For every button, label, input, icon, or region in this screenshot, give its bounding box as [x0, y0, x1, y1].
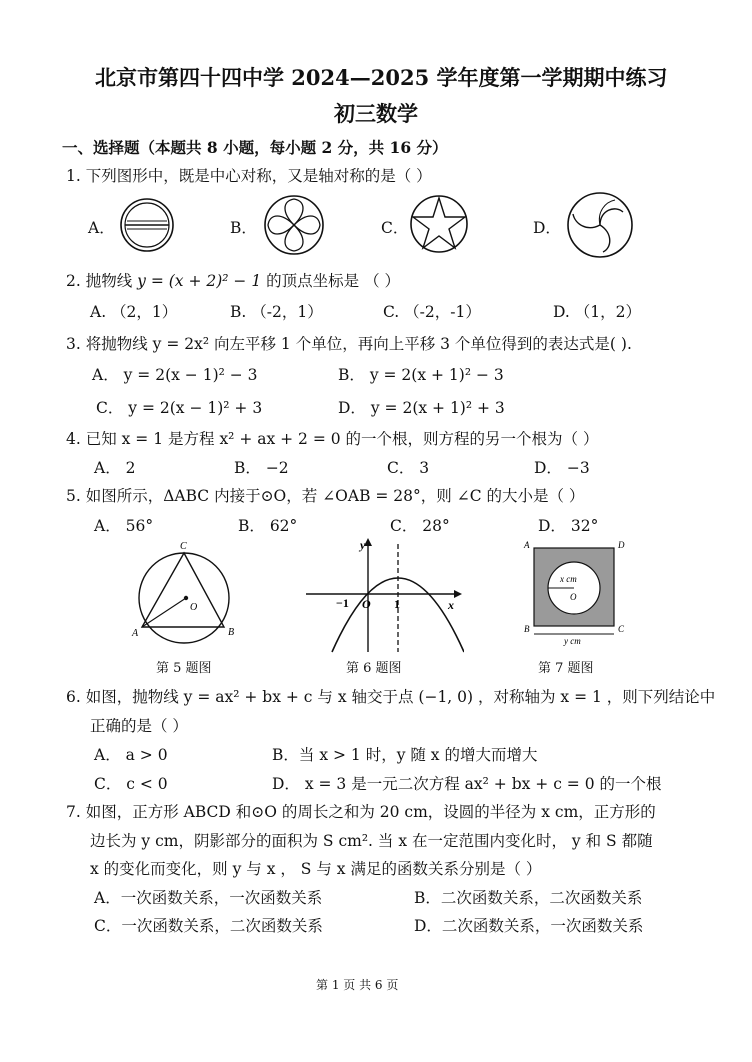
q4-option-d: D． −3 — [534, 459, 590, 477]
q1-figure-a — [118, 196, 176, 258]
fig6-label-x: x — [448, 598, 454, 612]
fig7-label-d: D — [618, 540, 625, 550]
q5-option-a: A． 56° — [94, 517, 154, 535]
fig6-label-y: y — [360, 538, 366, 552]
q3-stem: 3. 将抛物线 y = 2x² 向左平移 1 个单位，再向上平移 3 个单位得到的表达式是( ). — [66, 335, 632, 353]
q2-stem-post: 的顶点坐标是 （ ） — [261, 272, 401, 290]
q5-option-b: B． 62° — [238, 517, 298, 535]
q1-option-b: B． — [230, 219, 257, 237]
fig5-center-point — [184, 596, 188, 600]
q1-figure-d — [565, 190, 635, 264]
q6-option-b: B．当 x > 1 时，y 随 x 的增大而增大 — [272, 746, 538, 764]
fig6-label-o: O — [362, 597, 371, 611]
fig5-label-b: B — [228, 627, 235, 638]
q3-option-d: D． y = 2(x + 1)² + 3 — [338, 399, 505, 417]
figure-6-caption: 第 6 题图 — [346, 661, 402, 676]
fig7-label-b: B — [524, 624, 530, 634]
figure-7-caption: 第 7 题图 — [538, 661, 594, 676]
figure-5-caption: 第 5 题图 — [156, 661, 212, 676]
q6-stem-line1: 6. 如图，抛物线 y = ax² + bx + c 与 x 轴交于点 (−1, 0) ，对称轴为 x = 1 ，则下列结论中 — [66, 688, 716, 706]
q6-option-d: D． x = 3 是一元二次方程 ax² + bx + c = 0 的一个根 — [272, 775, 662, 793]
fig6-x-arrow — [454, 590, 462, 598]
q1-option-c: C． — [381, 219, 409, 237]
page-subtitle: 初三数学 — [334, 101, 418, 126]
figure-6 — [304, 534, 464, 656]
q2-option-a: A. （2，1） — [90, 303, 178, 321]
q6-stem-line2: 正确的是（ ） — [90, 717, 188, 735]
fig7-label-ycm: y cm — [564, 636, 581, 646]
q2-expression: y = (x + 2)² − 1 — [137, 272, 262, 290]
q1-figure-b — [262, 193, 326, 261]
fig5-label-o: O — [190, 602, 198, 613]
figure-7 — [520, 538, 636, 648]
q7-line2: 边长为 y cm，阴影部分的面积为 S cm². 当 x 在一定范围内变化时， y 和 S 都随 — [90, 832, 653, 850]
q7-option-c: C．一次函数关系，二次函数关系 — [94, 917, 323, 935]
q5-stem: 5. 如图所示，ΔABC 内接于⊙O，若 ∠OAB = 28°，则 ∠C 的大小是（ ） — [66, 487, 585, 505]
q2-option-d: D. （1，2） — [553, 303, 641, 321]
q3-option-a: A． y = 2(x − 1)² − 3 — [92, 366, 258, 384]
q2-stem-pre: 2. 抛物线 — [66, 272, 138, 290]
fig7-label-c: C — [618, 624, 625, 634]
page-footer: 第 1 页 共 6 页 — [316, 978, 399, 992]
q2-option-b: B. （-2，1） — [230, 303, 323, 321]
q4-option-b: B． −2 — [234, 459, 289, 477]
q1-figure-c — [408, 193, 470, 259]
fig5-segment-oa — [142, 598, 186, 627]
section-title: 一、选择题（本题共 8 小题，每小题 2 分，共 16 分） — [62, 138, 448, 157]
q1-option-a: A． — [88, 219, 115, 237]
q7-option-d: D．二次函数关系，一次函数关系 — [414, 917, 644, 935]
q4-stem: 4. 已知 x = 1 是方程 x² + ax + 2 = 0 的一个根，则方程的另一个根为（ ） — [66, 430, 599, 448]
q4-option-a: A． 2 — [94, 459, 136, 477]
fig7-label-o: O — [570, 592, 577, 602]
q2-option-c: C. （-2，-1） — [383, 303, 481, 321]
fig7-label-xcm: x cm — [560, 574, 577, 584]
q1-option-d: D． — [533, 219, 561, 237]
q5-option-d: D． 32° — [538, 517, 599, 535]
q1-stem: 1. 下列图形中，既是中心对称，又是轴对称的是（ ） — [66, 167, 432, 185]
fig7-label-a: A — [524, 540, 530, 550]
fig6-label-neg1: −1 — [336, 596, 349, 610]
q4-option-c: C． 3 — [387, 459, 430, 477]
page-title: 北京市第四十四中学 2024—2025 学年度第一学期期中练习 — [95, 65, 668, 90]
q5-option-c: C． 28° — [390, 517, 450, 535]
q2-stem — [66, 269, 400, 291]
fig6-label-one: 1 — [394, 597, 400, 611]
q7-option-b: B．二次函数关系，二次函数关系 — [414, 889, 643, 907]
q7-option-a: A．一次函数关系，一次函数关系 — [94, 889, 323, 907]
q6-option-c: C． c < 0 — [94, 775, 168, 793]
q7-line1: 7. 如图，正方形 ABCD 和⊙O 的周长之和为 20 cm，设圆的半径为 x cm，正方形的 — [66, 803, 656, 821]
fig5-label-a: A — [132, 628, 139, 639]
fig5-label-c: C — [180, 541, 187, 552]
figure-5 — [128, 538, 238, 648]
q6-option-a: A． a > 0 — [94, 746, 168, 764]
q7-line3: x 的变化而变化，则 y 与 x ， S 与 x 满足的函数关系分别是（ ） — [90, 860, 542, 878]
q3-option-c: C． y = 2(x − 1)² + 3 — [96, 399, 263, 417]
q3-option-b: B． y = 2(x + 1)² − 3 — [338, 366, 504, 384]
